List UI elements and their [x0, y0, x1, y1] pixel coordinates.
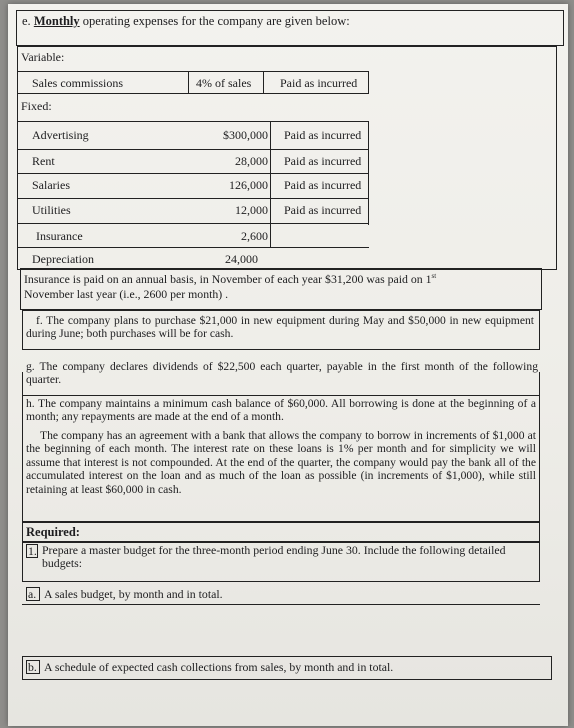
row-amount: 126,000: [229, 178, 268, 192]
variable-label: Variable:: [21, 50, 65, 64]
insurance-note-sup: st: [431, 272, 437, 281]
row-label: Rent: [32, 154, 55, 168]
fixed-label: Fixed:: [21, 99, 52, 113]
row-timing: Paid as incurred: [284, 203, 362, 217]
item-f: f. The company plans to purchase $21,000 in new equipment during May and $50,000 in new equipment during June; both purchases will be for cash.: [26, 314, 534, 341]
row-amount: 4% of sales: [196, 76, 252, 90]
item-h-continued: The company has an agreement with a bank that allows the company to borrow in increments of $1,000 at the beginning of each month. The interest rate on these loans is 1% per month and for simplicity we will assume that interest is not compounded. At the end of the quarter, the company would pay the bank all of the accumulated interest on the loan and as much of the loan as possible (in increments of $1,000), while still retaining at least $60,000 in cash.: [26, 429, 536, 496]
row-label: Sales commissions: [32, 76, 124, 90]
required-label: Required:: [26, 525, 80, 539]
req-a-text: A sales budget, by month and in total.: [44, 587, 223, 601]
header-text: [22, 14, 350, 28]
row-label: Insurance: [36, 229, 83, 243]
req-a-number: a.: [28, 587, 37, 601]
req-1-text: Prepare a master budget for the three-month period ending June 30. Include the following detailed budgets:: [42, 543, 506, 571]
item-g-box: [22, 372, 540, 396]
header-rest: operating expenses for the company are given below:: [79, 14, 350, 28]
row-timing: Paid as incurred: [284, 178, 362, 192]
row-label: Salaries: [32, 178, 70, 192]
req-1-number: 1.: [28, 544, 37, 558]
required-box: [22, 522, 540, 542]
header-keyword: Monthly: [33, 14, 80, 28]
item-h: h. The company maintains a minimum cash balance of $60,000. All borrowing is done at the beginning of a month; any repayments are made at the end of a month.: [26, 397, 536, 424]
row-timing: Paid as incurred: [284, 128, 362, 142]
row-amount: 12,000: [235, 203, 268, 217]
header-prefix: e.: [22, 14, 31, 28]
insurance-note-main: Insurance is paid on an annual basis, in November of each year $31,200 was paid on 1: [24, 272, 432, 286]
row-amount: 24,000: [225, 252, 258, 266]
row-timing: Paid as incurred: [280, 76, 358, 90]
row-amount: 2,600: [241, 229, 268, 243]
req-b-number: b.: [28, 660, 37, 674]
row-label: Utilities: [32, 203, 71, 217]
insurance-note-line2: November last year (i.e., 2600 per month) .: [24, 287, 229, 301]
insurance-note: [24, 272, 436, 286]
row-label: Advertising: [32, 128, 89, 142]
row-label: Depreciation: [32, 252, 94, 266]
req-b-text: A schedule of expected cash collections from sales, by month and in total.: [44, 660, 394, 674]
row-amount: 28,000: [235, 154, 268, 168]
row-amount: $300,000: [223, 128, 268, 142]
document-page: [8, 4, 568, 726]
item-g: g. The company declares dividends of $22,500 each quarter, payable in the first month of the following quarter.: [26, 360, 538, 387]
row-timing: Paid as incurred: [284, 154, 362, 168]
